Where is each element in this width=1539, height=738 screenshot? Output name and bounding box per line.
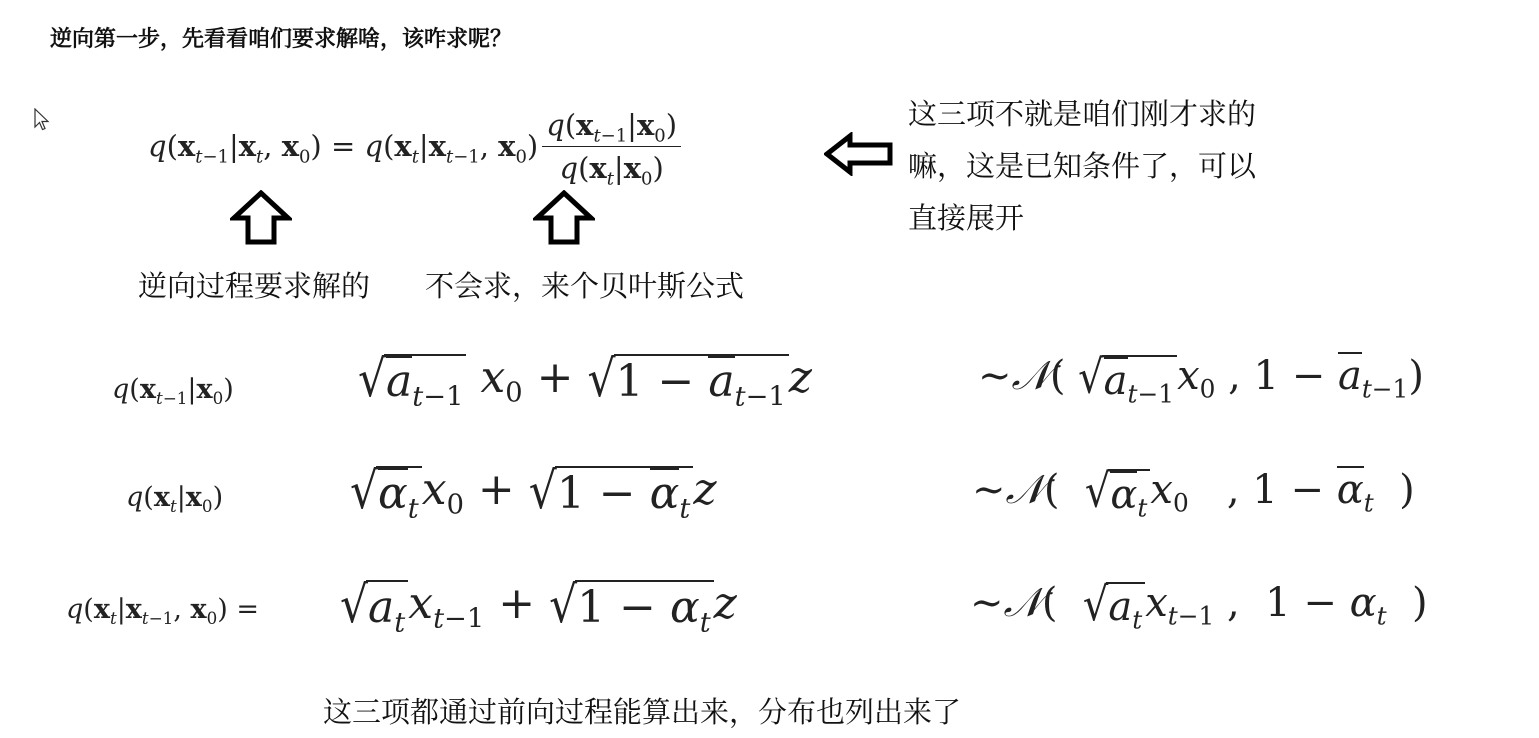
row3-expression: √ $a_t$ $x_{t-1}$ + √ $1 - \alpha_t$ z <box>340 576 737 639</box>
bayes-formula: $q(x_{t-1}|x_t$, $x_0) = q(x_t|x_{t-1}$, $x_0$) $\frac{q(x_{t-1}|x_0)}{q(x_t|x_0)}$ <box>148 96 681 196</box>
hollow-left-arrow-icon <box>824 132 894 176</box>
row3-distribution: ∼𝒩( √ $a_t$ $x_{t-1}$ , $1 - \alpha_t$ ) <box>970 578 1428 635</box>
row3-lhs: $q(x_t|x_{t-1}$, $x_0$) = <box>66 594 259 628</box>
known-conditions-line-1: 这三项不就是咱们刚才求的 <box>908 97 1257 131</box>
row2-distribution: ∼𝒩( √ $\alpha_t$ $x_0$ , $1 - \alpha_t$ ) <box>972 464 1415 523</box>
row2-lhs: $q(x_t|x_0)$ <box>126 482 224 516</box>
row1-expression: √ $a_{t-1}$ $x_0$ + √ $1 - a_{t-1}$ z <box>358 350 812 413</box>
known-conditions-line-3: 直接展开 <box>908 201 1025 235</box>
known-conditions-line-2: 嘛，这是已知条件了，可以 <box>908 149 1257 183</box>
row1-lhs: $q(x_{t-1}|x_0)$ <box>112 374 234 408</box>
bottom-note: 这三项都通过前向过程能算出来，分布也列出来了 <box>323 695 962 729</box>
bayes-fraction: $\frac{q(x_{t-1}|x_0)}{q(x_t|x_0)}$ <box>542 108 681 185</box>
hollow-up-arrow-icon <box>533 190 595 246</box>
bayes-hint-label: 不会求，来个贝叶斯公式 <box>425 269 745 303</box>
page-title: 逆向第一步，先看看咱们要求解啥，该咋求呢？ <box>50 27 513 52</box>
mouse-cursor-icon <box>34 108 50 132</box>
row1-distribution: ∼𝒩( √ $a_{t-1}$ $x_0$ , $1 - a_{t-1}$) <box>978 350 1424 409</box>
row2-expression: √ $\alpha_t$ $x_0$ + √ $1 - \alpha_t$ z <box>350 462 717 525</box>
reverse-target-label: 逆向过程要求解的 <box>138 269 371 303</box>
known-conditions-note <box>908 88 1256 244</box>
hollow-up-arrow-icon <box>230 190 292 246</box>
